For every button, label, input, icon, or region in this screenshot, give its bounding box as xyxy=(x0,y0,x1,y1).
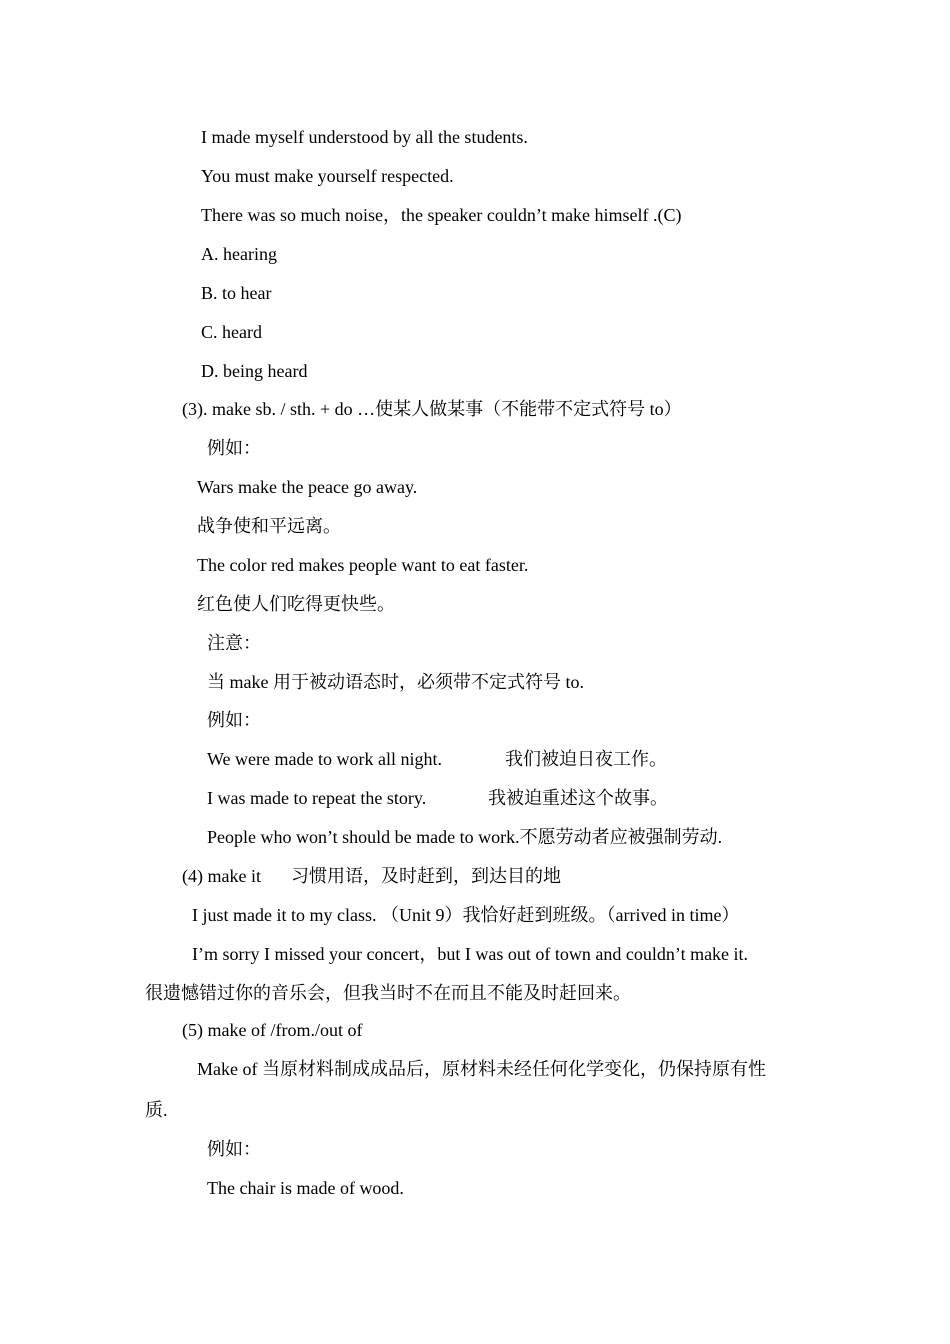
text-line: I just made it to my class. （Unit 9）我恰好赶到班级。（arrived in time） xyxy=(192,905,740,925)
section-heading: (4) make it xyxy=(182,866,261,886)
text-line: I made myself understood by all the students. xyxy=(201,127,528,147)
text-line: I was made to repeat the story. xyxy=(207,788,427,808)
section-heading-note: 习惯用语，及时赶到，到达目的地 xyxy=(291,866,561,886)
text-line: 很遗憾错过你的音乐会，但我当时不在而且不能及时赶回来。 xyxy=(145,983,631,1003)
text-line: 战争使和平远离。 xyxy=(197,516,341,536)
text-line: Make of 当原材料制成成品后，原材料未经任何化学变化，仍保持原有性 xyxy=(197,1059,766,1079)
text-line-translation: 我被迫重述这个故事。 xyxy=(488,788,668,808)
text-line: People who won’t should be made to work.不愿劳动者应被强制劳动. xyxy=(207,827,723,847)
text-line: Wars make the peace go away. xyxy=(197,477,418,497)
text-line: 当 make 用于被动语态时，必须带不定式符号 to. xyxy=(207,672,584,692)
text-line: There was so much noise，the speaker couldn’t make himself .(C) xyxy=(201,205,682,225)
text-line: 质. xyxy=(145,1100,168,1120)
text-line: We were made to work all night. xyxy=(207,749,442,769)
text-line: I’m sorry I missed your concert，but I was out of town and couldn’t make it. xyxy=(192,944,749,964)
section-heading: (3). make sb. / sth. + do …使某人做某事（不能带不定式符号 to） xyxy=(182,399,682,419)
example-label: 例如： xyxy=(207,710,261,730)
section-heading: (5) make of /from./out of xyxy=(182,1020,363,1040)
example-label: 例如： xyxy=(207,1139,261,1159)
note-label: 注意： xyxy=(207,633,261,653)
text-line: 红色使人们吃得更快些。 xyxy=(197,594,395,614)
option-c: C. heard xyxy=(201,322,262,342)
text-line: The color red makes people want to eat faster. xyxy=(197,555,529,575)
option-a: A. hearing xyxy=(201,244,277,264)
option-d: D. being heard xyxy=(201,361,308,381)
text-line: You must make yourself respected. xyxy=(201,166,454,186)
example-label: 例如： xyxy=(207,438,261,458)
text-line: The chair is made of wood. xyxy=(207,1178,404,1198)
text-line-translation: 我们被迫日夜工作。 xyxy=(505,749,667,769)
option-b: B. to hear xyxy=(201,283,272,303)
